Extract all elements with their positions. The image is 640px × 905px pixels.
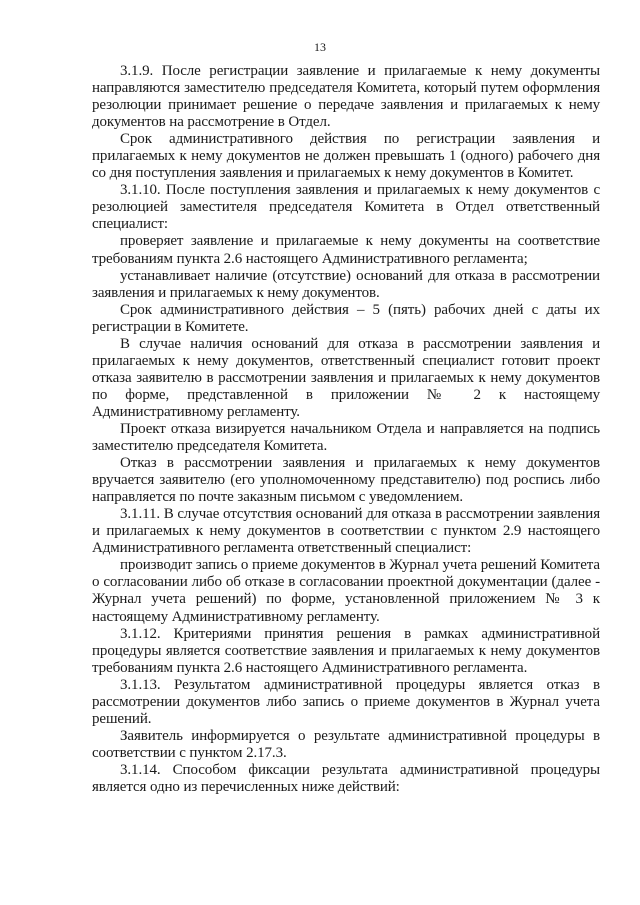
paragraph-action-term: Срок административного действия – 5 (пять) рабочих дней с даты их регистрации в Комитете. — [92, 301, 600, 335]
paragraph-journal-entry: производит запись о приеме документов в Журнал учета решений Комитета о согласовании либо об отказе в согласовании проектной документации (далее - Журнал учета решений) по форме, установленной приложением № 3 к настоящему Административному регламенту. — [92, 557, 600, 625]
paragraph-3-1-14: 3.1.14. Способом фиксации результата административной процедуры является одно из перечисленных ниже действий: — [92, 761, 600, 795]
paragraph-registration-term: Срок административного действия по регистрации заявления и прилагаемых к нему документов не должен превышать 1 (одного) рабочего дня со дня поступления заявления и прилагаемых к нему документов в Комитет. — [92, 131, 600, 182]
paragraph-3-1-10: 3.1.10. После поступления заявления и прилагаемых к нему документов с резолюцией заместителя председателя Комитета в Отдел ответственный специалист: — [92, 182, 600, 233]
paragraph-3-1-12: 3.1.12. Критериями принятия решения в рамках административной процедуры является соответствие заявления и прилагаемых к нему документов требованиям пункта 2.6 настоящего Административного регламента. — [92, 625, 600, 676]
paragraph-refusal-case: В случае наличия оснований для отказа в рассмотрении заявления и прилагаемых к нему документов, ответственный специалист готовит проект отказа заявителю в рассмотрении заявления и прилагаемых к нему документов по форме, представленной в приложении № 2 к настоящему Административному регламенту. — [92, 335, 600, 420]
paragraph-3-1-9: 3.1.9. После регистрации заявление и прилагаемые к нему документы направляются заместителю председателя Комитета, который путем оформления резолюции принимает решение о передаче заявления и прилагаемых к нему документов на рассмотрение в Отдел. — [92, 63, 600, 131]
paragraph-establishes-grounds: устанавливает наличие (отсутствие) оснований для отказа в рассмотрении заявления и прилагаемых к нему документов. — [92, 267, 600, 301]
paragraph-checks-documents: проверяет заявление и прилагаемые к нему документы на соответствие требованиям пункта 2.6 настоящего Административного регламента; — [92, 233, 600, 267]
paragraph-refusal-delivery: Отказ в рассмотрении заявления и прилагаемых к нему документов вручается заявителю (его уполномоченному представителю) под роспись либо направляется по почте заказным письмом с уведомлением. — [92, 455, 600, 506]
paragraph-applicant-informed: Заявитель информируется о результате административной процедуры в соответствии с пунктом 2.17.3. — [92, 727, 600, 761]
paragraph-3-1-11: 3.1.11. В случае отсутствия оснований для отказа в рассмотрении заявления и прилагаемых к нему документов в соответствии с пунктом 2.9 настоящего Административного регламента ответственный специалист: — [92, 506, 600, 557]
page-number: 13 — [314, 40, 326, 54]
paragraph-3-1-13: 3.1.13. Результатом административной процедуры является отказ в рассмотрении документов либо запись о приеме документов в Журнал учета решений. — [92, 676, 600, 727]
paragraph-refusal-draft: Проект отказа визируется начальником Отдела и направляется на подпись заместителю председателя Комитета. — [92, 420, 600, 455]
document-body — [92, 63, 600, 796]
